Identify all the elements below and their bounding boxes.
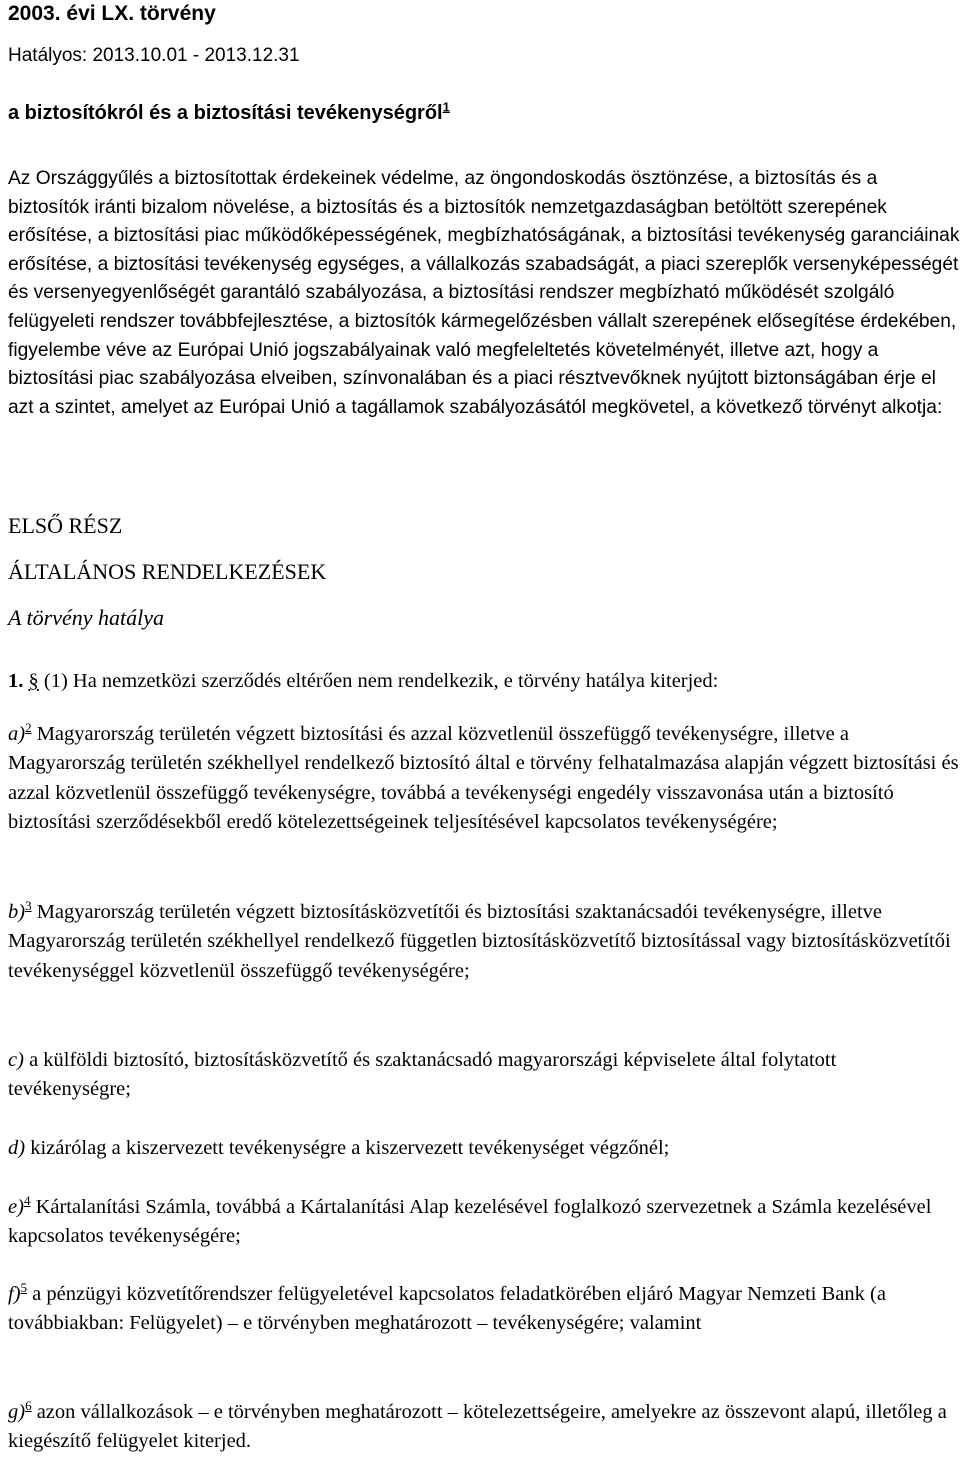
point-text: Magyarország területén végzett biztosítási és azzal közvetlenül összefüggő tevékenységre, illetve a Magyarország területén székhellyel rendelkező biztosító által e törvény felhatalmazása alapján végzett biztosítási és azzal közvetlenül összefüggő tevékenységre, továbbá a tevékenységi engedély visszavonása után a biztosító biztosítási szerződésekből eredő kötelezettségeinek teljesítésével kapcsolatos tevékenységére; xyxy=(8,723,959,833)
point-label: c) xyxy=(8,1049,24,1071)
point-text: azon vállalkozások – e törvényben meghatározott – kötelezettségeire, amelyekre az összevont alapú, illetőleg a kiegészítő felügyelet kiterjed. xyxy=(8,1401,947,1453)
point-a xyxy=(8,720,960,837)
footnote-link-3[interactable]: 3 xyxy=(25,898,32,914)
section-symbol: § xyxy=(28,670,39,692)
section-number: 1. xyxy=(8,670,24,692)
point-label: e) xyxy=(8,1196,24,1218)
point-label: f) xyxy=(8,1283,21,1305)
point-text: a külföldi biztosító, biztosításközvetítő és szaktanácsadó magyarországi képviselete által folytatott tevékenységre; xyxy=(8,1049,837,1101)
point-text: Kártalanítási Számla, továbbá a Kártalanítási Alap kezelésével foglalkozó szervezetnek a Számla kezelésével kapcsolatos tevékenységére; xyxy=(8,1196,932,1248)
chapter-title: ÁLTALÁNOS RENDELKEZÉSEK xyxy=(8,559,327,584)
point-text: kizárólag a kiszervezett tevékenységre a kiszervezett tevékenységet végzőnél; xyxy=(25,1137,670,1159)
act-title: 2003. évi LX. törvény xyxy=(8,2,216,25)
point-label: d) xyxy=(8,1137,26,1159)
footnote-link-6[interactable]: 6 xyxy=(25,1398,32,1414)
section-1-paragraph-1 xyxy=(8,667,718,695)
footnote-link-1[interactable]: 1 xyxy=(442,99,450,115)
act-subject-text: a biztosítókról és a biztosítási tevékenységről xyxy=(8,102,443,124)
point-f xyxy=(8,1280,960,1339)
point-text: a pénzügyi közvetítőrendszer felügyeletével kapcsolatos feladatkörében eljáró Magyar Nemzeti Bank (a továbbiakban: Felügyelet) – e törvényben meghatározott – tevékenységére; valamint xyxy=(8,1283,886,1335)
point-g xyxy=(8,1398,960,1457)
footnote-link-2[interactable]: 2 xyxy=(25,720,32,736)
preamble: Az Országgyűlés a biztosítottak érdekeinek védelme, az öngondoskodás ösztönzése, a biztosítás és a biztosítók iránti bizalom növelése, a biztosítás és a biztosítók nemzetgazdaságban betöltött szerepének erősítése, a biztosítási piac működőképességének, megbízhatóságának, a biztosítási tevékenység garanciáinak erősítése, a biztosítási tevékenység egységes, a vállalkozás szabadságát, a piaci szereplők versenyképességét és versenyegyenlőségét garantáló szabályozása, a biztosítási rendszer megbízható működését szolgáló felügyeleti rendszer továbbfejlesztése, a biztosítók kármegelőzésben vállalt szerepének elősegítése érdekében, figyelembe véve az Európai Unió jogszabályainak való megfeleltetés követelményét, illetve azt, hogy a biztosítási piac szabályozása elveiben, színvonalában és a piaci résztvevőknek nyújtott biztonságában érje el azt a szintet, amelyet az Európai Unió a tagállamok szabályozásától megkövetel, a következő törvényt alkotja: xyxy=(8,168,960,418)
act-subject xyxy=(8,100,450,126)
point-e xyxy=(8,1193,960,1252)
point-label: b) xyxy=(8,901,26,923)
footnote-link-4[interactable]: 4 xyxy=(23,1193,31,1209)
validity-period: Hatályos: 2013.10.01 - 2013.12.31 xyxy=(8,45,300,66)
point-b xyxy=(8,898,960,986)
footnote-link-5[interactable]: 5 xyxy=(20,1280,28,1296)
point-text: Magyarország területén végzett biztosításközvetítői és biztosítási szaktanácsadói tevékenységre, illetve Magyarország területén székhellyel rendelkező független biztosításközvetítő biztosítással vagy biztosításközvetítői tevékenységgel közvetlenül összefüggő tevékenységére; xyxy=(8,901,951,982)
section-text: (1) Ha nemzetközi szerződés eltérően nem rendelkezik, e törvény hatálya kiterjed: xyxy=(38,670,719,692)
part-title: ELSŐ RÉSZ xyxy=(8,513,123,538)
point-d xyxy=(8,1134,960,1163)
point-c xyxy=(8,1046,960,1105)
point-label: g) xyxy=(8,1401,26,1423)
section-subtitle: A törvény hatálya xyxy=(8,605,164,630)
point-label: a) xyxy=(8,723,26,745)
